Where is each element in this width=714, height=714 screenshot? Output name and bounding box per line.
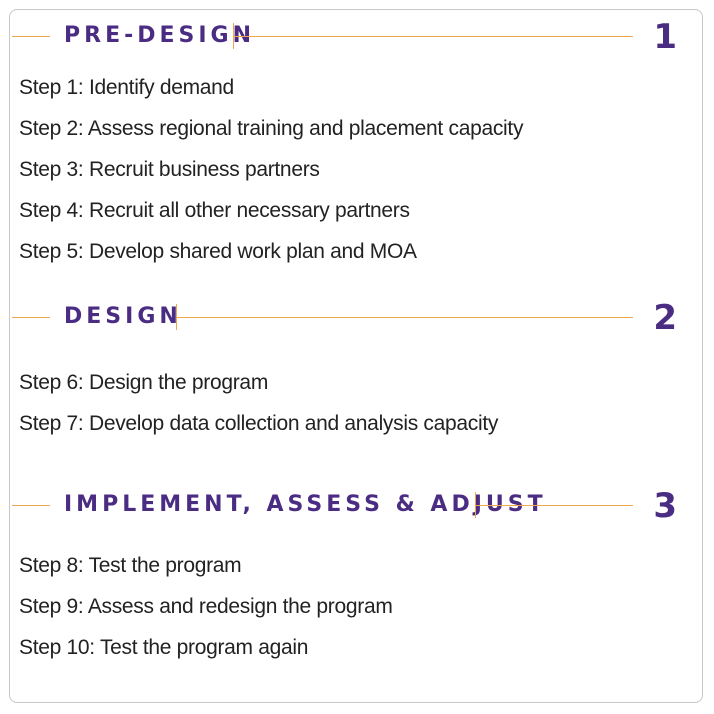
header-rule-right xyxy=(475,505,633,506)
step-item: Step 5: Develop shared work plan and MOA xyxy=(19,240,417,263)
section-number: 1 xyxy=(653,17,677,57)
step-item: Step 6: Design the program xyxy=(19,371,269,394)
header-rule-left xyxy=(12,317,50,318)
step-list-implement xyxy=(19,545,393,668)
section-header-design xyxy=(9,298,703,338)
section-title: DESIGN xyxy=(64,304,182,329)
header-rule-left xyxy=(12,505,50,506)
header-rule-right xyxy=(176,317,633,318)
step-item: Step 2: Assess regional training and placement capacity xyxy=(19,117,524,140)
step-item: Step 9: Assess and redesign the program xyxy=(19,595,393,618)
step-item: Step 10: Test the program again xyxy=(19,636,309,659)
step-item: Step 7: Develop data collection and analysis capacity xyxy=(19,412,499,435)
header-rule-left xyxy=(12,36,50,37)
section-title: IMPLEMENT, ASSESS & ADJUST xyxy=(64,492,547,517)
step-list-design xyxy=(19,362,498,444)
section-header-pre-design xyxy=(9,17,703,57)
step-item: Step 4: Recruit all other necessary partners xyxy=(19,199,410,222)
step-list-pre-design xyxy=(19,67,523,272)
header-rule-right xyxy=(233,36,633,37)
step-item: Step 8: Test the program xyxy=(19,554,242,577)
section-header-implement xyxy=(9,486,703,526)
step-item: Step 3: Recruit business partners xyxy=(19,158,320,181)
section-number: 2 xyxy=(653,298,677,338)
section-title: PRE-DESIGN xyxy=(64,23,256,48)
section-number: 3 xyxy=(653,486,677,526)
step-item: Step 1: Identify demand xyxy=(19,76,234,99)
